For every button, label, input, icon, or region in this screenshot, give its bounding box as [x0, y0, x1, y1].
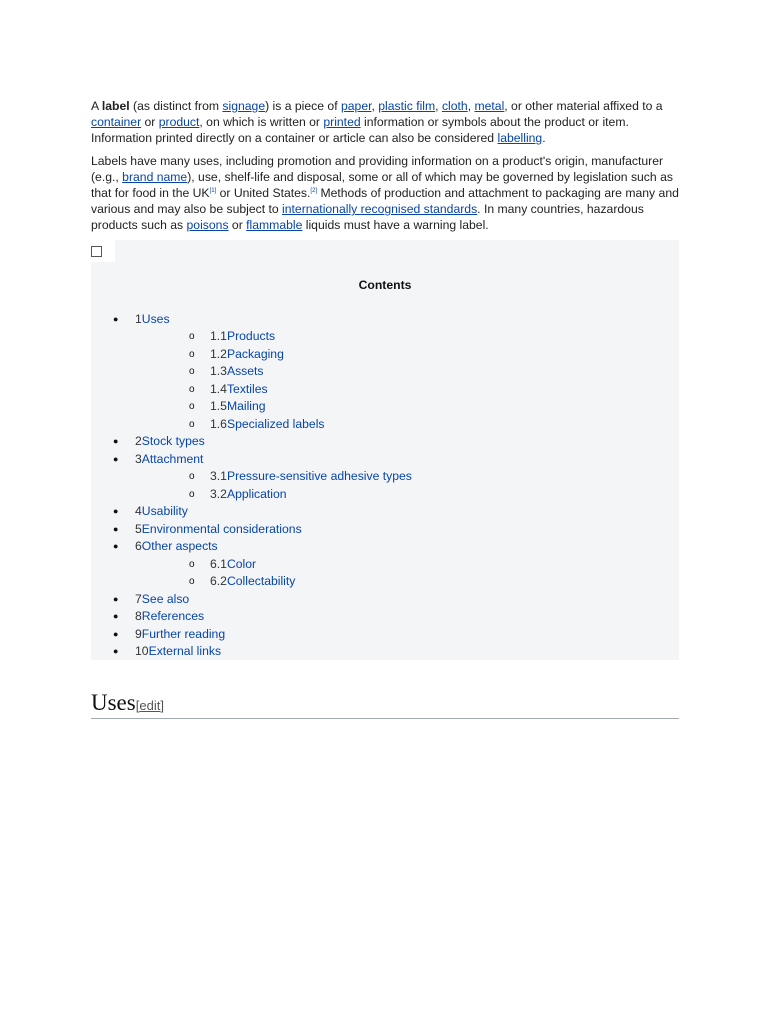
- toc-item-link[interactable]: Assets: [226, 364, 264, 379]
- text-run: or United States.: [216, 186, 311, 201]
- text-run: or: [228, 218, 247, 233]
- circle-bullet-icon: o: [189, 348, 195, 360]
- text-run: liquids must have a warning label.: [302, 218, 489, 233]
- toc-list: [91, 311, 679, 661]
- link-international-standards[interactable]: internationally recognised standards: [282, 202, 478, 217]
- toc-item[interactable]: [91, 486, 679, 504]
- bullet-icon: ●: [113, 313, 119, 324]
- bullet-icon: ●: [113, 523, 119, 534]
- text-run: A: [91, 99, 102, 113]
- text-run: or: [141, 115, 159, 130]
- toc-item-number: 6: [135, 539, 142, 554]
- toc-title: Contents: [358, 277, 412, 292]
- toc-item[interactable]: [91, 521, 679, 539]
- bullet-icon: ●: [113, 541, 119, 552]
- article-content: [91, 98, 681, 660]
- toc-item[interactable]: [91, 591, 679, 609]
- edit-bracket-open: [: [135, 698, 140, 713]
- text-run: Methods of production and attachment to packaging are many and various and may also be subject to: [91, 186, 679, 217]
- toc-item-link[interactable]: Packaging: [226, 346, 284, 361]
- section-title: Uses: [91, 690, 136, 715]
- toc-item-number: 5: [135, 521, 142, 536]
- toc-item-link[interactable]: Color: [226, 556, 257, 571]
- toc-item[interactable]: [91, 346, 679, 364]
- toc-item-link[interactable]: Further reading: [141, 626, 226, 641]
- toc-toggle-checkbox[interactable]: [91, 246, 102, 257]
- toc-item-number: 6.1: [210, 556, 227, 571]
- text-run: . In many countries, hazardous products such as: [91, 202, 644, 233]
- toc-item-number: 1.4: [210, 381, 227, 396]
- edit-section-link[interactable]: edit: [139, 698, 161, 713]
- toc-item-link[interactable]: Environmental considerations: [141, 521, 302, 536]
- toc-item[interactable]: [91, 626, 679, 644]
- toc-item-number: 4: [135, 504, 142, 519]
- toc-item[interactable]: [91, 381, 679, 399]
- toc-item[interactable]: [91, 608, 679, 626]
- section-heading-uses: [91, 690, 679, 719]
- toc-item[interactable]: [91, 311, 679, 329]
- text-run: ,: [371, 99, 379, 113]
- link-paper[interactable]: paper: [340, 99, 372, 113]
- toc-item-number: 1.6: [210, 416, 227, 431]
- toc-item-link[interactable]: Collectability: [226, 574, 296, 589]
- toc-item-link[interactable]: Specialized labels: [226, 416, 325, 431]
- link-labelling[interactable]: labelling: [497, 131, 543, 146]
- text-run: ), use, shelf-life and disposal, some or all of which may be governed by legislation such as that for food in the UK: [91, 169, 673, 201]
- reference-1[interactable]: [1]: [209, 187, 217, 194]
- circle-bullet-icon: o: [189, 488, 195, 500]
- link-container[interactable]: container: [91, 115, 142, 130]
- toc-item-link[interactable]: Products: [226, 329, 276, 344]
- bullet-icon: ●: [113, 453, 119, 464]
- toc-item[interactable]: [91, 451, 679, 469]
- toc-item[interactable]: [91, 468, 679, 486]
- toc-item-number: 3: [135, 451, 142, 466]
- toc-item-link[interactable]: Attachment: [141, 451, 204, 466]
- circle-bullet-icon: o: [189, 418, 195, 430]
- bold-term: label: [101, 99, 130, 113]
- intro-paragraph-1: [91, 98, 681, 147]
- text-run: ,: [467, 99, 475, 113]
- circle-bullet-icon: o: [189, 401, 195, 413]
- toc-item[interactable]: [91, 363, 679, 381]
- link-brand-name[interactable]: brand name: [122, 169, 188, 184]
- toc-item[interactable]: [91, 643, 679, 661]
- text-run: , on which is written or: [199, 115, 324, 130]
- link-poisons[interactable]: poisons: [186, 218, 229, 233]
- circle-bullet-icon: o: [189, 558, 195, 570]
- toc-item-link[interactable]: Usability: [141, 504, 188, 519]
- toc-item[interactable]: [91, 556, 679, 574]
- circle-bullet-icon: o: [189, 383, 195, 395]
- link-product[interactable]: product: [158, 115, 200, 130]
- text-run: (as distinct from: [129, 99, 223, 113]
- toc-item-number: 2: [135, 434, 142, 449]
- toc-item-link[interactable]: Stock types: [141, 434, 205, 449]
- link-cloth[interactable]: cloth: [441, 99, 468, 113]
- circle-bullet-icon: o: [189, 576, 195, 588]
- link-signage[interactable]: signage: [222, 99, 266, 113]
- toc-item[interactable]: [91, 398, 679, 416]
- bullet-icon: ●: [113, 436, 119, 447]
- toc-item-link[interactable]: Uses: [141, 311, 170, 326]
- bullet-icon: ●: [113, 506, 119, 517]
- toc-item-number: 6.2: [210, 574, 227, 589]
- bullet-icon: ●: [113, 611, 119, 622]
- text-run: , or other material affixed to a: [504, 99, 663, 113]
- circle-bullet-icon: o: [189, 471, 195, 483]
- reference-2[interactable]: [2]: [310, 187, 318, 194]
- link-plastic-film[interactable]: plastic film: [378, 99, 436, 113]
- toc-item-number: 3.2: [210, 486, 227, 501]
- toc-item-number: 8: [135, 609, 142, 624]
- toc-item[interactable]: [91, 503, 679, 521]
- toc-item-number: 10: [135, 644, 149, 659]
- circle-bullet-icon: o: [189, 331, 195, 343]
- link-flammable[interactable]: flammable: [246, 218, 303, 233]
- circle-bullet-icon: o: [189, 366, 195, 378]
- toc-item-link[interactable]: Application: [226, 486, 287, 501]
- bullet-icon: ●: [113, 646, 119, 657]
- text-run: ,: [435, 99, 442, 113]
- toc-item-number: 3.1: [210, 469, 227, 484]
- bullet-icon: ●: [113, 593, 119, 604]
- table-of-contents: [91, 240, 679, 660]
- toc-item-link[interactable]: Textiles: [226, 381, 268, 396]
- bullet-icon: ●: [113, 628, 119, 639]
- toc-item[interactable]: [91, 328, 679, 346]
- link-metal[interactable]: metal: [474, 99, 505, 113]
- toc-item[interactable]: [91, 416, 679, 434]
- toc-item-link[interactable]: External links: [148, 644, 222, 659]
- toc-item-link[interactable]: Mailing: [226, 399, 266, 414]
- toc-item-number: 1.1: [210, 329, 227, 344]
- toc-item-number: 9: [135, 626, 142, 641]
- toc-item-link[interactable]: See also: [141, 591, 190, 606]
- text-run: Labels have many uses, including promotion and providing information on a product's origin, manufacturer (e.g.,: [91, 153, 664, 184]
- toc-item-number: 7: [135, 591, 142, 606]
- toc-item-number: 1.2: [210, 346, 227, 361]
- intro-paragraph-2: [91, 153, 681, 234]
- text-run: ) is a piece of: [265, 99, 341, 113]
- link-printed[interactable]: printed: [323, 115, 361, 130]
- toc-item-link[interactable]: Other aspects: [141, 539, 218, 554]
- toc-item[interactable]: [91, 433, 679, 451]
- text-run: information or symbols about the product or item. Information printed directly on a container or article can also be considered: [91, 115, 629, 146]
- toc-item-number: 1: [135, 311, 142, 326]
- toc-item-number: 1.3: [210, 364, 227, 379]
- toc-item-number: 1.5: [210, 399, 227, 414]
- toc-item-link[interactable]: Pressure-sensitive adhesive types: [226, 469, 412, 484]
- text-run: .: [542, 131, 546, 146]
- edit-bracket-close: ]: [160, 698, 164, 713]
- toc-item[interactable]: [91, 538, 679, 556]
- toc-item[interactable]: [91, 573, 679, 591]
- toc-item-link[interactable]: References: [141, 609, 205, 624]
